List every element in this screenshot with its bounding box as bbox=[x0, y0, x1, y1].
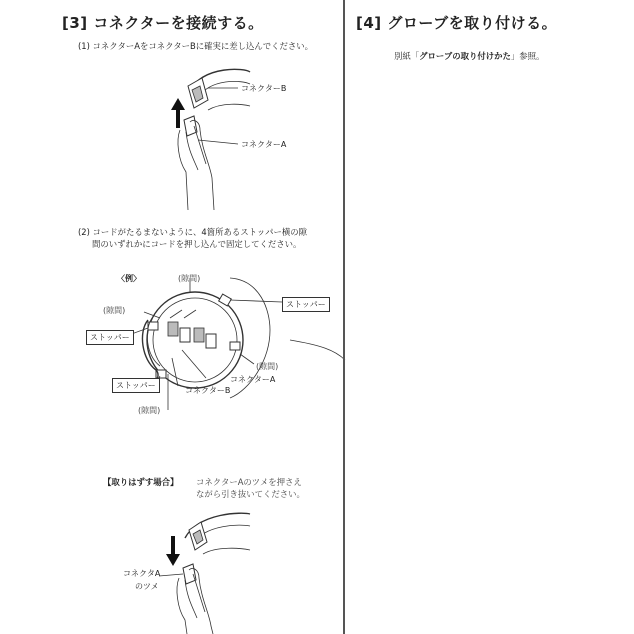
note-document-name: グローブの取り付けかた bbox=[419, 51, 511, 61]
gap-label-top: (隙間) bbox=[178, 274, 201, 283]
step-1-text: (1) コネクターAをコネクターBに確実に差し込んでください。 bbox=[78, 41, 314, 51]
note-prefix: 別紙「 bbox=[394, 51, 420, 61]
label-connector-a-claw-line1: コネクタA bbox=[123, 569, 161, 578]
column-divider bbox=[343, 0, 345, 634]
stopper-label-bottom: ストッパー bbox=[112, 378, 160, 393]
example-label: 〈例〉 bbox=[117, 274, 141, 283]
removal-text-line1: コネクターAのツメを押さえ bbox=[196, 477, 302, 487]
step-2-text-line1: (2) コードがたるまないように、4箇所あるストッパー横の隙 bbox=[78, 227, 307, 237]
label-connector-a: コネクターA bbox=[241, 140, 287, 149]
section-4-title: [4] グローブを取り付ける。 bbox=[356, 14, 558, 32]
step-2-text-line2: 間のいずれかにコードを押し込んで固定してください。 bbox=[92, 239, 302, 249]
connect-illustration bbox=[150, 60, 250, 210]
stopper-label-right: ストッパー bbox=[282, 297, 330, 312]
label-connector-b-fig2: コネクターB bbox=[185, 386, 231, 395]
label-connector-b: コネクターB bbox=[241, 84, 287, 93]
removal-text-line2: ながら引き抜いてください。 bbox=[196, 489, 305, 499]
label-connector-a-fig2: コネクターA bbox=[230, 375, 276, 384]
note-suffix: 」参照。 bbox=[510, 51, 545, 61]
stopper-label-left: ストッパー bbox=[86, 330, 134, 345]
gap-label-bottom: (隙間) bbox=[138, 406, 161, 415]
fixture-ring-illustration bbox=[120, 270, 350, 420]
removal-heading: 【取りはずす場合】 bbox=[103, 477, 179, 487]
remove-illustration bbox=[155, 508, 255, 634]
gap-label-right: (隙間) bbox=[256, 362, 279, 371]
section-3-title: [3] コネクターを接続する。 bbox=[62, 14, 264, 32]
glove-reference-note bbox=[394, 50, 544, 62]
label-connector-a-claw-line2: のツメ bbox=[135, 582, 159, 591]
gap-label-left: (隙間) bbox=[103, 306, 126, 315]
